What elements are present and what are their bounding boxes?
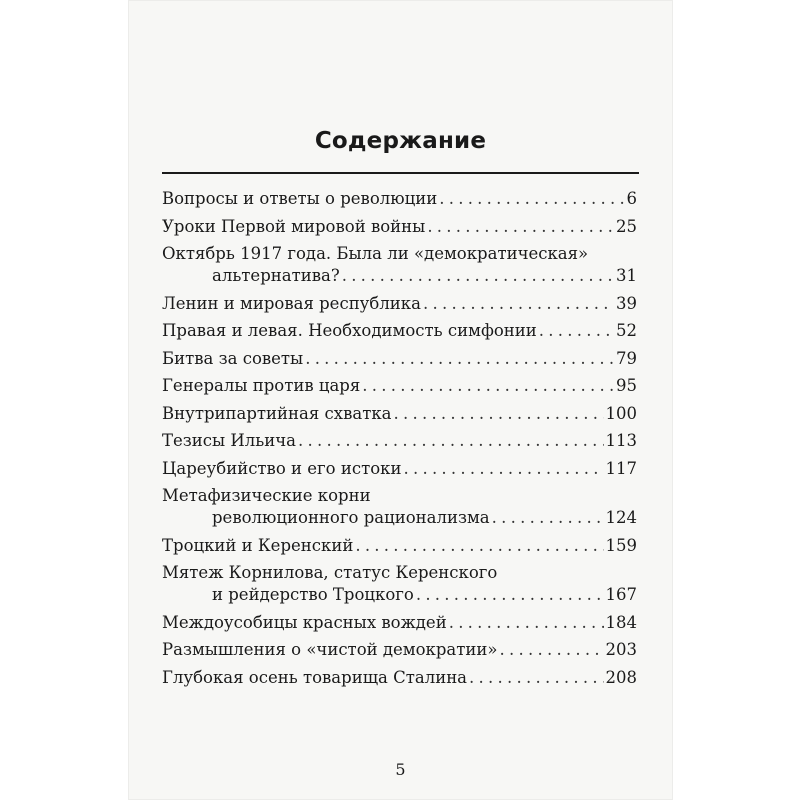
toc-entry-title: Троцкий и Керенский xyxy=(162,535,354,555)
toc-entry xyxy=(162,403,637,425)
dot-leader xyxy=(500,639,604,661)
book-page xyxy=(128,0,673,800)
toc-entry-title: альтернатива? xyxy=(212,266,340,285)
toc-entry-line xyxy=(162,216,637,238)
toc-entry xyxy=(162,320,637,342)
toc-entry xyxy=(162,562,637,606)
dot-leader xyxy=(439,188,624,210)
dot-leader xyxy=(449,612,604,634)
toc-entry-page: 6 xyxy=(626,189,637,208)
toc-entry xyxy=(162,375,637,397)
toc-entry-title: Междоусобицы красных вождей xyxy=(162,612,447,632)
toc-entry-line xyxy=(162,639,637,661)
toc-entry-page: 124 xyxy=(605,508,637,527)
toc-entry-page: 167 xyxy=(605,585,637,604)
toc-entry xyxy=(162,430,637,452)
toc-entry-line xyxy=(162,348,637,370)
toc-entry-line xyxy=(162,562,637,584)
toc-entry xyxy=(162,216,637,238)
dot-leader xyxy=(305,348,614,370)
toc-entry-title: Размышления о «чистой демократии» xyxy=(162,640,498,659)
toc-entry-line xyxy=(162,430,637,452)
toc-entry xyxy=(162,243,637,287)
toc-entry-page: 31 xyxy=(616,266,637,285)
toc-entry-line xyxy=(162,375,637,397)
toc-entry xyxy=(162,293,637,315)
toc-entry-page: 100 xyxy=(605,403,637,423)
dot-leader xyxy=(393,403,603,425)
toc-entry-title: Ленин и мировая республика xyxy=(162,293,421,313)
toc-entry xyxy=(162,485,637,529)
toc-title: Содержание xyxy=(314,128,487,154)
toc-entry-title: Метафизические корни xyxy=(162,486,371,505)
toc-entry-page: 25 xyxy=(616,216,637,236)
toc-entry-title: Тезисы Ильича xyxy=(162,431,296,450)
toc-entry-line xyxy=(162,243,637,265)
toc-entry-line xyxy=(162,265,637,287)
dot-leader xyxy=(342,265,614,287)
toc-entry-page: 203 xyxy=(605,640,637,659)
toc-entry-page: 184 xyxy=(605,612,637,632)
toc-entry-title: и рейдерство Троцкого xyxy=(212,585,414,604)
toc-entry-page: 52 xyxy=(616,321,637,340)
dot-leader xyxy=(298,430,604,452)
toc-entry-title: революционного рационализма xyxy=(212,508,490,527)
dot-leader xyxy=(403,458,603,480)
toc-entry-title: Уроки Первой мировой войны xyxy=(162,216,426,236)
dot-leader xyxy=(416,584,604,606)
toc-entry-line xyxy=(162,612,637,634)
toc-entry-line xyxy=(162,320,637,342)
toc-entry-page: 113 xyxy=(605,431,637,450)
dot-leader xyxy=(427,216,614,238)
toc-entry-line xyxy=(162,535,637,557)
toc-entry xyxy=(162,612,637,634)
toc-entry-line xyxy=(162,584,637,606)
dot-leader xyxy=(423,293,614,315)
toc-entry-line xyxy=(162,667,637,689)
toc-entry xyxy=(162,667,637,689)
toc-entry-title: Вопросы и ответы о революции xyxy=(162,189,438,208)
toc-entry-line xyxy=(162,403,637,425)
toc-entry xyxy=(162,458,637,480)
toc-entry-title: Битва за советы xyxy=(162,348,304,368)
table-of-contents xyxy=(162,188,637,694)
page-number: 5 xyxy=(395,760,406,779)
toc-entry-page: 79 xyxy=(616,348,637,368)
toc-entry-page: 95 xyxy=(616,376,637,395)
toc-entry xyxy=(162,348,637,370)
toc-entry-page: 117 xyxy=(605,458,637,478)
toc-entry-title: Цареубийство и его истоки xyxy=(162,458,402,478)
toc-entry-line xyxy=(162,507,637,529)
toc-entry-title: Правая и левая. Необходимость симфонии xyxy=(162,321,537,340)
dot-leader xyxy=(355,535,603,557)
toc-entry-title: Глубокая осень товарища Сталина xyxy=(162,667,468,687)
toc-entry-line xyxy=(162,458,637,480)
toc-entry xyxy=(162,639,637,661)
toc-entry-title: Генералы против царя xyxy=(162,376,361,395)
dot-leader xyxy=(362,375,614,397)
toc-entry-page: 39 xyxy=(616,293,637,313)
toc-entry xyxy=(162,188,637,210)
toc-entry-title: Октябрь 1917 года. Была ли «демократическая» xyxy=(162,244,589,263)
title-divider xyxy=(162,172,639,174)
dot-leader xyxy=(539,320,614,342)
dot-leader xyxy=(492,507,604,529)
dot-leader xyxy=(469,667,603,689)
toc-entry-line xyxy=(162,485,637,507)
toc-entry-line xyxy=(162,188,637,210)
toc-entry-page: 159 xyxy=(605,535,637,555)
toc-entry xyxy=(162,535,637,557)
toc-entry-line xyxy=(162,293,637,315)
toc-entry-page: 208 xyxy=(605,667,637,687)
toc-entry-title: Внутрипартийная схватка xyxy=(162,403,392,423)
toc-entry-title: Мятеж Корнилова, статус Керенского xyxy=(162,563,498,582)
